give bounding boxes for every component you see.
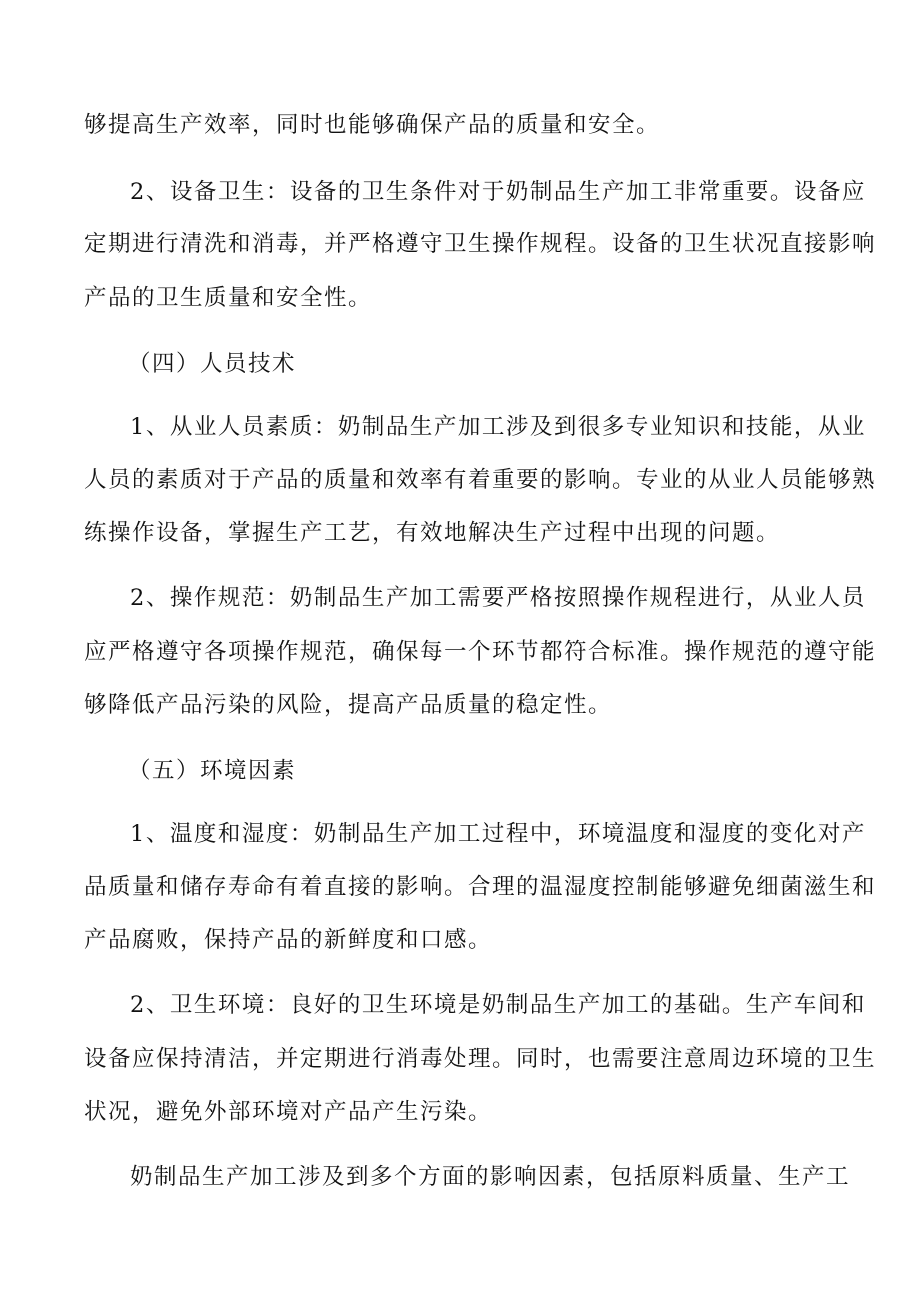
paragraph-line: 1、温度和湿度：奶制品生产加工过程中，环境温度和湿度的变化对产 (130, 821, 866, 847)
section-heading: （四）人员技术 (128, 351, 297, 377)
section-heading: （五）环境因素 (128, 758, 297, 784)
paragraph-line: 奶制品生产加工涉及到多个方面的影响因素，包括原料质量、生产工 (130, 1164, 851, 1190)
paragraph-line: 状况，避免外部环境对产品产生污染。 (84, 1099, 493, 1125)
paragraph-line: 人员的素质对于产品的质量和效率有着重要的影响。专业的从业人员能够熟 (84, 467, 877, 493)
paragraph-line: 够提高生产效率，同时也能够确保产品的质量和安全。 (84, 112, 661, 138)
paragraph-line: 产品腐败，保持产品的新鲜度和口感。 (84, 927, 493, 953)
paragraph-line: 2、设备卫生：设备的卫生条件对于奶制品生产加工非常重要。设备应 (130, 179, 866, 205)
paragraph-line: 定期进行清洗和消毒，并严格遵守卫生操作规程。设备的卫生状况直接影响 (84, 231, 877, 257)
paragraph-line: 品质量和储存寿命有着直接的影响。合理的温湿度控制能够避免细菌滋生和 (84, 874, 877, 900)
paragraph-line: 2、卫生环境：良好的卫生环境是奶制品生产加工的基础。生产车间和 (130, 992, 866, 1018)
paragraph-line: 2、操作规范：奶制品生产加工需要严格按照操作规程进行，从业人员 (130, 585, 866, 611)
paragraph-line: 产品的卫生质量和安全性。 (84, 285, 373, 311)
paragraph-line: 1、从业人员素质：奶制品生产加工涉及到很多专业知识和技能，从业 (130, 414, 866, 440)
paragraph-line: 练操作设备，掌握生产工艺，有效地解决生产过程中出现的问题。 (84, 520, 781, 546)
paragraph-line: 够降低产品污染的风险，提高产品质量的稳定性。 (84, 692, 613, 718)
paragraph-line: 设备应保持清洁，并定期进行消毒处理。同时，也需要注意周边环境的卫生 (84, 1046, 877, 1072)
paragraph-line: 应严格遵守各项操作规范，确保每一个环节都符合标准。操作规范的遵守能 (84, 639, 877, 665)
